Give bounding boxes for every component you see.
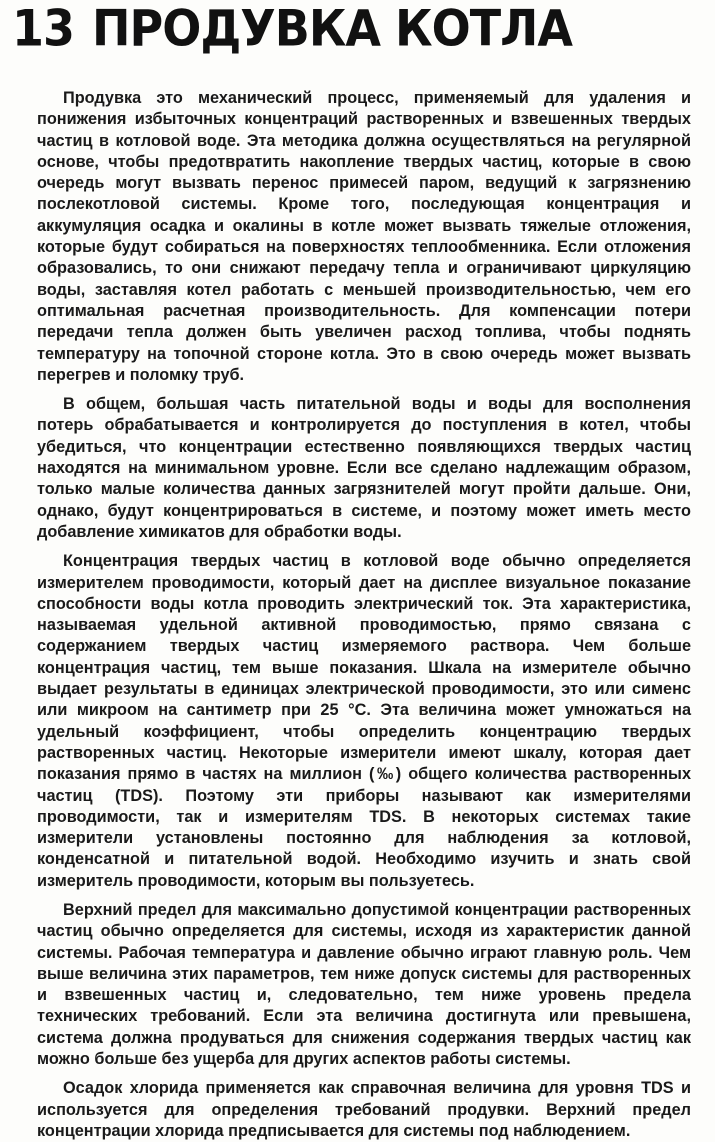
chapter-heading [12,0,572,56]
paragraph-upper-limit: Верхний предел для максимально допустимой концентрации растворенных частиц обычно определяется для системы, исходя из характеристик данной системы. Рабочая температура и давление обычно играют главную роль. Чем выше величина этих параметров, тем ниже допуск системы для растворенных и взвешенных частиц и, следовательно, тем ниже уровень предела технических требований. Если эта величина достигнута или превышена, система должна продуваться для снижения содержания твердых частиц как можно больше без ущерба для других аспектов работы системы. [37,900,691,1069]
paragraph-feedwater-treatment: В общем, большая часть питательной воды и воды для восполнения потерь обрабатывается и контролируется до поступления в котел, чтобы убедиться, что концентрации естественно появляющихся твердых частиц находятся на минимальном уровне. Если все сделано надлежащим образом, только малые количества данных загрязнителей могут пройти дальше. Они, однако, будут концентрироваться в системе, и поэтому может иметь место добавление химикатов для обработки воды. [37,395,691,541]
chapter-title: ПРОДУВКА КОТЛА [92,0,572,58]
chapter-number: 13 [12,0,75,58]
body-text [37,88,691,1142]
paragraph-chloride: Осадок хлорида применяется как справочная величина для уровня TDS и используется для определения требований продувки. Верхний предел концентрации хлорида предписывается для системы под наблюдением. [37,1079,691,1140]
paragraph-conductivity-meter: Концентрация твердых частиц в котловой воде обычно определяется измерителем проводимости, который дает на дисплее визуальное показание способности воды котла проводить электрический ток. Эта характеристика, называемая удельной активной проводимостью, прямо связана с содержанием твердых частиц измеряемого раствора. Чем больше концентрация частиц, тем выше показания. Шкала на измерителе обычно выдает результаты в единицах электрической проводимости, это или сименс или микроом на сантиметр при 25 °С. Эта величина может умножаться на удельный коэффициент, чтобы определить концентрацию твердых растворенных частиц. Некоторые измерители имеют шкалу, которая дает показания прямо в частях на миллион (‰) общего количества растворенных частиц (TDS). Поэтому эти приборы называют как измерителями проводимости, так и измерителям TDS. В некоторых системах такие измерители установлены постоянно для наблюдения за котловой, конденсатной и питательной водой. Необходимо изучить и знать свой измеритель проводимости, которым вы пользуетесь. [37,552,691,890]
paragraph-blowdown-definition: Продувка это механический процесс, применяемый для удаления и понижения избыточных концентраций растворенных и взвешенных твердых частиц в котловой воде. Эта методика должна осуществляться на регулярной основе, чтобы предотвратить накопление твердых частиц, которые в свою очередь могут вызвать перенос примесей паром, ведущий к загрязнению послекотловой системы. Кроме того, последующая концентрация и аккумуляция осадка и окалины в котле может вызвать тяжелые отложения, которые будут собираться на поверхностях теплообменника. Если отложения образовались, то они снижают передачу тепла и ограничивают циркуляцию воды, заставляя котел работать с меньшей производительностью, чем его оптимальная расчетная производительность. Для компенсации потери передачи тепла должен быть увеличен расход топлива, чтобы поднять температуру на топочной стороне котла. Это в свою очередь может вызвать перегрев и поломку труб. [37,89,691,384]
